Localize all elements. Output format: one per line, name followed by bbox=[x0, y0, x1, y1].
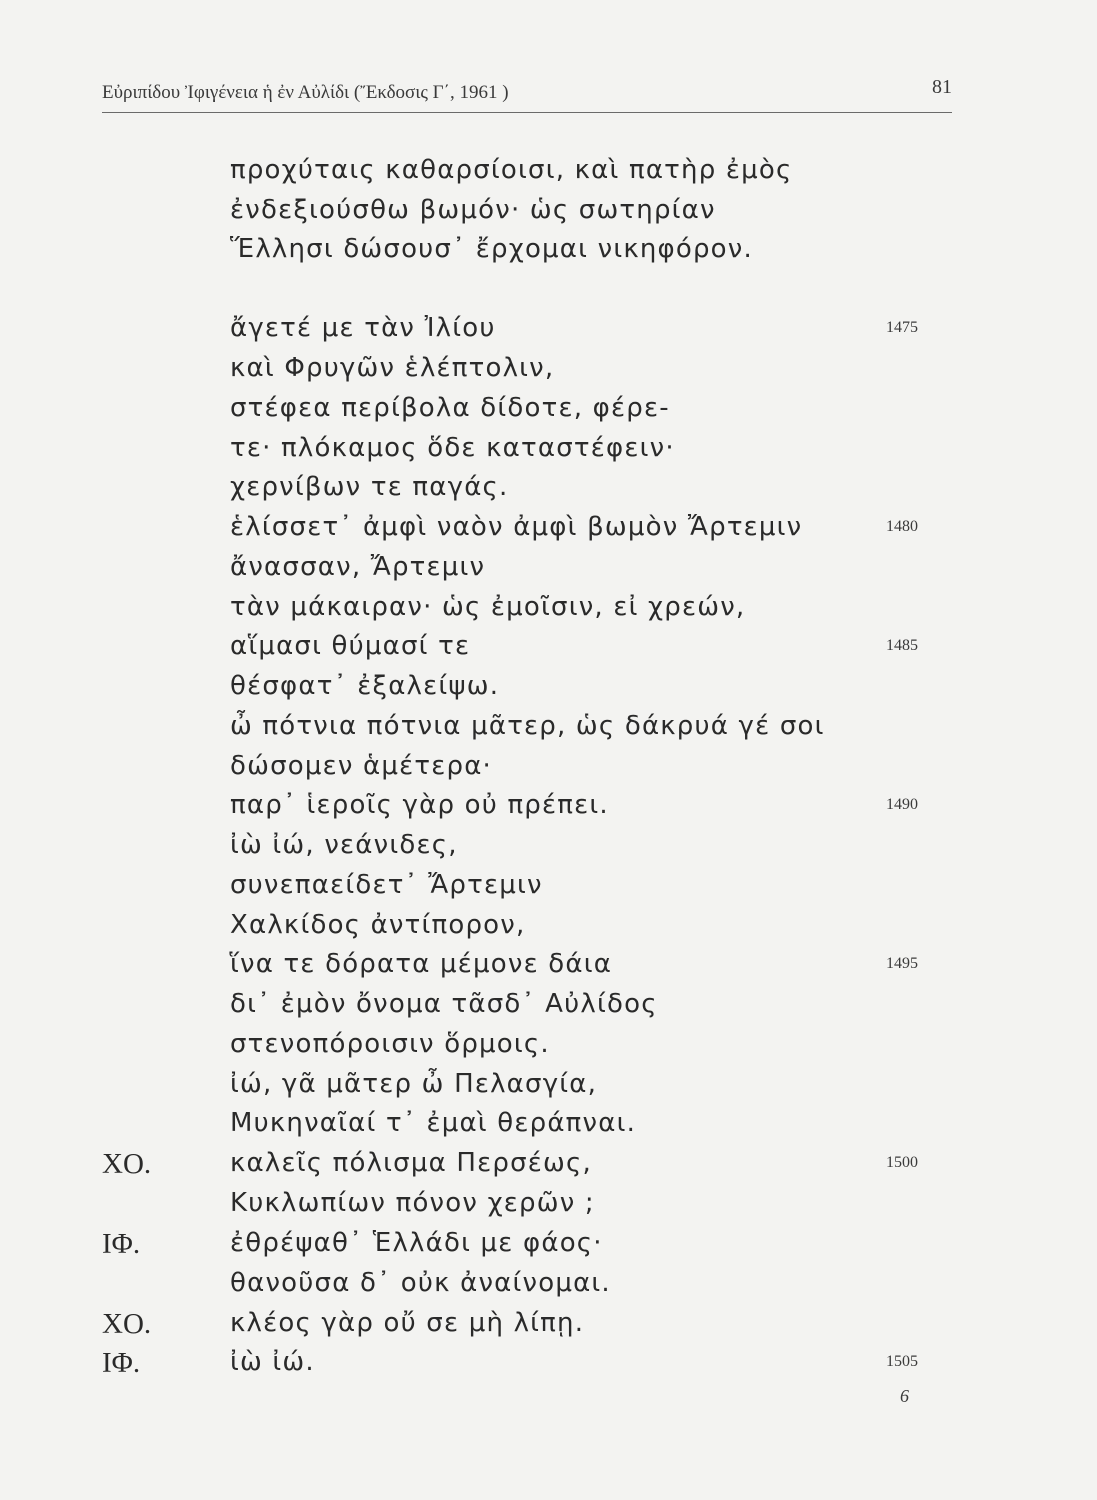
signature-mark: 6 bbox=[900, 1386, 909, 1406]
verse-line bbox=[0, 671, 1097, 711]
line-number: 1490 bbox=[886, 796, 918, 813]
verse-text: Ἕλλησι δώσουσ᾽ ἔρχομαι νικηφόρον. bbox=[230, 234, 753, 264]
verse-line bbox=[0, 592, 1097, 632]
verse-line bbox=[0, 1347, 1097, 1387]
verse-text: αἵμασι θύμασί τε bbox=[230, 631, 471, 661]
line-number: 1500 bbox=[886, 1154, 918, 1171]
verse-text: στενοπόροισιν ὅρμοις. bbox=[230, 1029, 550, 1059]
line-number: 1495 bbox=[886, 955, 918, 972]
verse-line bbox=[0, 472, 1097, 512]
verse-line bbox=[0, 1308, 1097, 1348]
page-header bbox=[102, 72, 952, 113]
verse-text: προχύταις καθαρσίοισι, καὶ πατὴρ ἐμὸς bbox=[230, 155, 793, 185]
verse-text: καὶ Φρυγῶν ἑλέπτολιν, bbox=[230, 353, 555, 383]
verse-line bbox=[0, 1069, 1097, 1109]
verse-text: τὰν μάκαιραν· ὡς ἐμοῖσιν, εἰ χρεών, bbox=[230, 592, 746, 622]
running-title: Εὐριπίδου Ἰφιγένεια ἡ ἐν Αὐλίδι (Ἔκδοσις Γ΄, 1961 ) bbox=[102, 82, 509, 103]
verse-line bbox=[0, 1188, 1097, 1228]
verse-text: θανοῦσα δ᾽ οὐκ ἀναίνομαι. bbox=[230, 1268, 611, 1298]
verse-text: θέσφατ᾽ ἐξαλείψω. bbox=[230, 671, 500, 701]
line-number: 1475 bbox=[886, 319, 918, 336]
verse-text: ἰὼ ἰώ, νεάνιδες, bbox=[230, 830, 458, 860]
verse-line bbox=[0, 910, 1097, 950]
verse-text: ἐνδεξιούσθω βωμόν· ὡς σωτηρίαν bbox=[230, 195, 716, 225]
verse-line bbox=[0, 631, 1097, 671]
verse-line bbox=[0, 830, 1097, 870]
verse-text: καλεῖς πόλισμα Περσέως, bbox=[230, 1148, 592, 1178]
verse-text: Μυκηναῖαί τ᾽ ἐμαὶ θεράπναι. bbox=[230, 1108, 637, 1138]
verse-text: δι᾽ ἐμὸν ὄνομα τᾶσδ᾽ Αὐλίδος bbox=[230, 989, 658, 1019]
verse-text: ἰὼ ἰώ. bbox=[230, 1347, 315, 1377]
line-number: 1480 bbox=[886, 518, 918, 535]
verse-text: ἰώ, γᾶ μᾶτερ ὦ Πελασγία, bbox=[230, 1069, 598, 1099]
verse-line bbox=[0, 552, 1097, 592]
verse-line bbox=[0, 751, 1097, 791]
verse-text: τε· πλόκαμος ὅδε καταστέφειν· bbox=[230, 433, 675, 463]
verse-line bbox=[0, 433, 1097, 473]
verse-text: Κυκλωπίων πόνον χερῶν ; bbox=[230, 1188, 595, 1218]
line-number: 1485 bbox=[886, 637, 918, 654]
verse-line bbox=[0, 313, 1097, 353]
verse-text: δώσομεν ἁμέτερα· bbox=[230, 751, 492, 781]
verse-line bbox=[0, 1268, 1097, 1308]
verse-text: παρ᾽ ἱεροῖς γὰρ οὐ πρέπει. bbox=[230, 790, 609, 820]
verse-text: συνεπαείδετ᾽ Ἄρτεμιν bbox=[230, 870, 543, 900]
verse-line bbox=[0, 1029, 1097, 1069]
verse-line bbox=[0, 949, 1097, 989]
verse-line bbox=[0, 790, 1097, 830]
verse-text: ἑλίσσετ᾽ ἀμφὶ ναὸν ἀμφὶ βωμὸν Ἄρτεμιν bbox=[230, 512, 803, 542]
verse-line bbox=[0, 195, 1097, 235]
verse-line bbox=[0, 353, 1097, 393]
speaker-label: ΙΦ. bbox=[102, 1347, 141, 1379]
speaker-label: ΧΟ. bbox=[102, 1148, 152, 1180]
verse-text: ὦ πότνια πότνια μᾶτερ, ὡς δάκρυά γέ σοι bbox=[230, 711, 825, 741]
speaker-label: ΧΟ. bbox=[102, 1308, 152, 1340]
verse-text: ἄγετέ με τὰν Ἰλίου bbox=[230, 313, 496, 343]
verse-line bbox=[0, 512, 1097, 552]
verse-text: ἄνασσαν, Ἄρτεμιν bbox=[230, 552, 486, 582]
verse-line bbox=[0, 989, 1097, 1029]
verse-line bbox=[0, 711, 1097, 751]
verse-text: κλέος γὰρ οὔ σε μὴ λίπῃ. bbox=[230, 1308, 585, 1338]
verse-line bbox=[0, 155, 1097, 195]
verse-text: χερνίβων τε παγάς. bbox=[230, 472, 509, 502]
verse-text: ἵνα τε δόρατα μέμονε δάια bbox=[230, 949, 613, 979]
verse-line bbox=[0, 1108, 1097, 1148]
verse-line bbox=[0, 234, 1097, 274]
page-number: 81 bbox=[932, 76, 952, 98]
verse-line bbox=[0, 870, 1097, 910]
verse-text: στέφεα περίβολα δίδοτε, φέρε- bbox=[230, 393, 670, 423]
verse-line bbox=[0, 393, 1097, 433]
speaker-label: ΙΦ. bbox=[102, 1228, 141, 1260]
verse-line bbox=[0, 1228, 1097, 1268]
verse-text: Χαλκίδος ἀντίπορον, bbox=[230, 910, 526, 940]
verse-line bbox=[0, 1148, 1097, 1188]
line-number: 1505 bbox=[886, 1353, 918, 1370]
verse-text: ἐθρέψαθ᾽ Ἑλλάδι με φάος· bbox=[230, 1228, 603, 1258]
